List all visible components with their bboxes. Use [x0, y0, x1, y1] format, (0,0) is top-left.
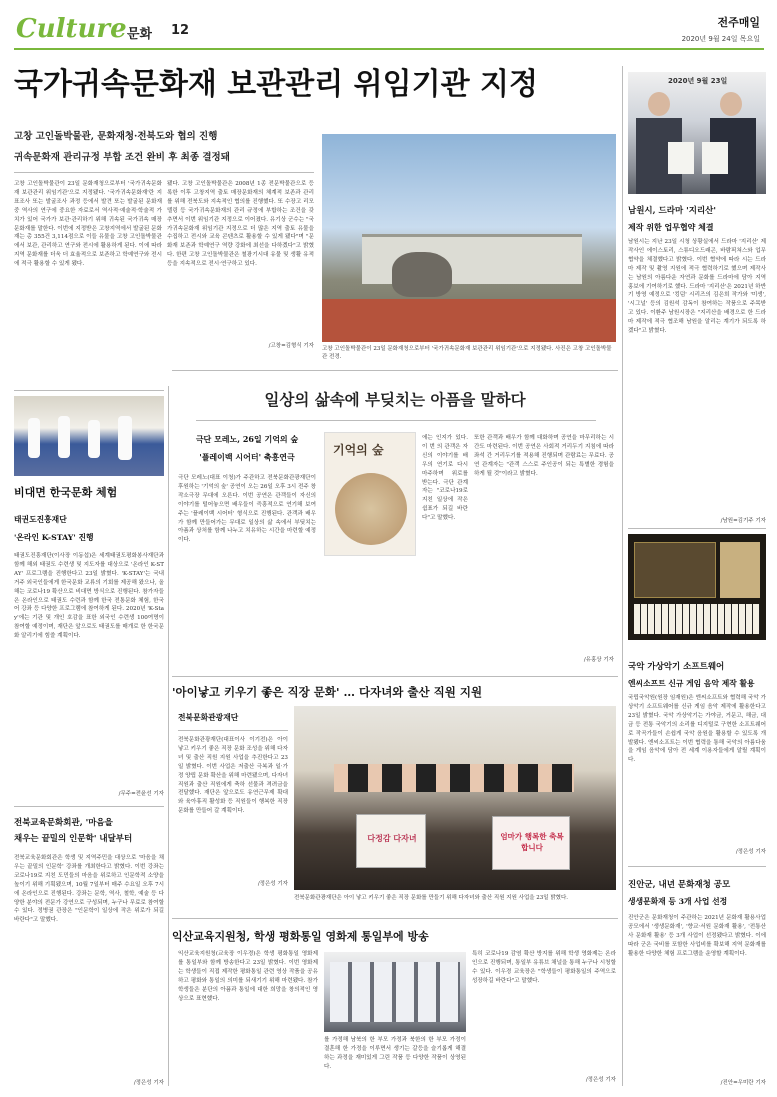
edu-culture-headline-2: 채우는 끝밀의 인문학' 내달부터 [14, 834, 133, 844]
paper-name: 전주매일 [717, 16, 760, 29]
left-rule-1 [14, 390, 164, 391]
iksan-body-col1: 익산교육지원청(교육장 이우경)은 학생 평화통일 영화제를 통일부와 함께 방송한다고 23일 밝혔다. 이번 영화제는 학생들이 직접 제작한 평화통일 관련 영상 작품을 공유하고 평화와 통일의 의미를 되새기기 위해 마련됐다. 참가 학생들은 분단의 아픔과 통일에 대한 희망을 창의적인 영상으로 표현했다. [178, 951, 318, 1002]
jinan-body: 진안군은 문화재청이 주관하는 2021년 문화재 활용사업 공모에서 '생생문화재', '향교·서원 문화재 활용', '전통산사 문화재 활용' 등 3개 사업이 선정됐다고 밝혔다. 이에 따라 군은 국비를 포함한 사업비를 확보해 지역 문화재를 활용한 다양한 체험 프로그램을 운영할 계획이다. [628, 915, 766, 957]
jinan-headline: 진안군, 내년 문화재청 공모 [628, 880, 731, 890]
edu-culture-body: 전북교육문화회관은 학생 및 지역주민을 대상으로 '마음을 채우는 끝밀의 인문학' 강좌를 개최한다고 밝혔다. 이번 강좌는 코로나19로 지친 도민들의 마음을 위로하고 인문학적 소양을 높이기 위해 기획됐으며, 10월 7일부터 매주 수요일 오후 7시에 온라인으로 진행된다. 강좌는 문학, 역사, 철학, 예술 등 다양한 분야의 전문가 강연으로 구성되며, 누구나 무료로 참여할 수 있다. 정병권 관장은 "인문학이 일상에 작은 위로가 되길 바란다"고 말했다. [14, 855, 164, 924]
taekwondo-byline: /무주=전윤선 기자 [118, 791, 164, 797]
taekwondo-body: 태권도진흥재단(이사장 이동섭)은 세계태권도평화봉사재단과 함께 해외 태권도 수련생 및 지도자를 대상으로 '온라인 K-STAY' 프로그램을 진행한다고 23일 밝혔다. 'K-STAY'는 국내 거주 외국인들에게 한국문화 교류의 기회를 제공해 왔으나, 올해는 코로나19 확산으로 비대면 방식으로 진행된다. 참가자들은 온라인으로 태권도 수련과 함께 한국 전통문화 체험, 한국어 강좌 등 다양한 프로그램에 참여하게 된다. 2020년 'K-Stay'에는 기관 및 개인 호감을 표한 외국인 수련생 100여명이 참여할 예정이며, 재단은 앞으로도 태권도를 매개로 한 한국문화 알리기에 힘쓸 계획이다. [14, 553, 164, 640]
edu-culture-headline-1: 전북교육문화회관, '마음을 [14, 818, 113, 828]
namwon-photo [628, 72, 766, 194]
right-rule-1 [628, 528, 766, 529]
lead-subheadline-1: 고창 고인돌박물관, 문화재청·전북도와 협의 진행 [14, 131, 218, 142]
theater-top-rule [172, 370, 618, 371]
page-number: 12 [171, 23, 190, 38]
theater-body-col1: 극단 모레노(대표 이청)가 주관하고 전북문화관광재단이 후원하는 '기억의 숲' 공연이 오는 26일 오후 3시 전주 창작소극장 무대에 오른다. 이번 공연은 관객들이 자신의 이야기를 털어놓으면 배우들이 즉흥적으로 연기해 보여주는 '플레이백 시어터' 형식으로 진행된다. 관객과 배우가 함께 만들어가는 무대로 일상의 삶 속에서 부딪치는 아픔과 상처를 함께 나누고 치유하는 시간을 마련할 예정이다. [178, 475, 316, 544]
namwon-headline: 남원시, 드라마 '지리산' [628, 206, 716, 216]
game-headline: 국악 가상악기 소프트웨어 [628, 662, 725, 672]
game-body: 국립국악원(원장 임재원)은 엔씨소프트와 협력해 국악 가상악기 소프트웨어를 신규 게임 음악 제작에 활용한다고 23일 밝혔다. 국악 가상악기는 가야금, 거문고, 해금, 대금 등 전통 국악기의 소리를 디지털로 구현한 소프트웨어로 작곡가들이 손쉽게 국악 음원을 활용할 수 있도록 개발됐다. 엔씨소프트는 이번 협력을 통해 국악의 아름다움을 게임 음악에 담아 전 세계 이용자들에게 알릴 계획이다. [628, 695, 766, 764]
left-rule-2 [14, 806, 164, 807]
namwon-byline: /남원=김기주 기자 [720, 518, 766, 524]
lead-subheadline-2: 귀속문화재 관리규정 부합 조건 완비 후 최종 결정돼 [14, 152, 230, 163]
taekwondo-subheadline-2: '온라인 K-STAY' 진행 [14, 533, 94, 542]
header-rule [14, 48, 764, 50]
lead-byline: /고창=김형식 기자 [268, 343, 314, 349]
virtual-instrument-photo [628, 534, 766, 640]
game-byline: /정은성 기자 [735, 849, 766, 855]
section-title-ko: 문화 [127, 27, 153, 42]
childcare-byline: /정은성 기자 [257, 881, 288, 887]
theater-body-col2: 에는 인지가 있다. 이 번 의 관객은 자신의 이야기를 배우의 연기로 다시 마주하며 위로를 받는다. 극단 관계자는 "코로나19로 지친 일상에 작은 쉼표가 되길 바란다"고 말했다. [422, 435, 468, 522]
theater-byline: /유홍상 기자 [583, 657, 614, 663]
childcare-sign-1: 다정감 다자녀 [367, 833, 417, 843]
namwon-subheadline: 제작 위한 업무협약 체결 [628, 222, 714, 232]
left-column-rule [168, 386, 169, 1086]
childcare-photo-caption: 전북문화관광재단은 아이 낳고 키우기 좋은 직장 문화를 만들기 위해 다자녀와 출산 직원 지원 사업을 23일 밝혔다. [294, 895, 569, 901]
edu-culture-byline: /정은성 기자 [133, 1080, 164, 1086]
right-column-rule [622, 66, 623, 1086]
iksan-byline: /정은성 기자 [585, 1077, 616, 1083]
taekwondo-headline: 비대면 한국문화 체험 [14, 486, 118, 499]
theater-body-col3: 또한 관객과 배우가 함께 대화하며 공연을 마무리하는 시간도 마련된다. 이번 공연은 사회적 거리두기 지침에 따라 좌석 간 거리두기를 적용해 진행되며 관람료는 무료다. 공연 관계자는 "관객 스스로 주인공이 되는 특별한 경험을 하게 될 것"이라고 밝혔다. [474, 435, 614, 477]
childcare-body: 전북문화관광재단(대표이사 이기전)은 아이 낳고 키우기 좋은 직장 문화 조성을 위해 다자녀 및 출산 직원 지원 사업을 추진한다고 23일 밝혔다. 이번 사업은 저출산 극복과 일·가정 양립 문화 확산을 위해 마련됐으며, 다자녀 직원과 출산 직원에게 축하 선물과 격려금을 전달했다. 재단은 앞으로도 유연근무제 확대와 육아휴직 활성화 등 직원들이 행복한 직장 문화를 만들어 갈 계획이다. [178, 737, 288, 815]
lead-photo-caption: 고창 고인돌박물관이 23일 문화재청으로부터 '국가귀속문화재 보관관리 위임기관'으로 지정됐다. 사진은 고창 고인돌박물관 전경. [322, 346, 612, 360]
theater-bottom-rule [172, 676, 618, 677]
childcare-sign-2: 엄마가 행복한 축복합니다 [500, 832, 564, 852]
game-subheadline: 엔씨소프트 신규 게임 음악 제작 활용 [628, 679, 755, 688]
theater-banner-rule [196, 420, 596, 421]
theater-subheadline-2: '플레이백 시어터' 축흥연극 [199, 452, 295, 462]
iksan-body-col3: 특히 코로나19 감염 확산 방지를 위해 학생 영화제는 온라인으로 진행되며, 통일부 유튜브 채널을 통해 누구나 시청할 수 있다. 이우경 교육장은 "학생들이 평화통일의 주역으로 성장하길 바란다"고 말했다. [472, 951, 616, 984]
childcare-bottom-rule [172, 918, 618, 919]
theater-banner: 일상의 삶속에 부딪치는 아픔을 말하다 [264, 390, 526, 409]
lead-body-col1: 고창 고인돌박물관이 23일 문화재청으로부터 '국가귀속문화재 보관관리 위임기관'으로 지정됐다. '국가귀속문화재'란 지표조사 또는 발굴조사 과정 등에서 발견 또는 발굴된 문화재 중 역사의 연구에 중요한 자료로서 역사적·예술적·학술적 가치가 있어 국가가 보관·관리하기 위해 귀속된 국가귀속 매장문화재를 말한다. 이번에 지정받은 고창지역에서 발굴된 문화재는 총 355건 3,114점으로 이들 유물을 고창 고인돌박물관에서 보관, 관리하고 연구와 전시에 활용하게 된다. 이에 따라 지역 문화재를 더욱 더 효율적으로 보존하고 학예연구와 전시에 적극 활용할 수 있게 됐다. [14, 181, 162, 268]
section-title-en: Culture [16, 14, 127, 44]
lead-body-col2: 됐다. 고창 고인돌박물관은 2008년 1종 전문박물관으로 등록한 이후 고창지역 출토 매장문화재의 체계적 보존과 관리를 위해 전북도와 지속적인 협의를 진행했다. 또 수장고 리모델링 등 국가귀속문화재의 관리 규정에 부합하는 조건을 갖추면서 이번 위임기관 지정으로 이어졌다. 유기상 군수는 "국가귀속문화재 위임기관 지정으로 더 많은 지역 출토 유물을 수집하고 전시와 교육 콘텐츠로 활용할 수 있게 됐다"며 "문화재 보존과 학예연구 역량 강화에 최선을 다하겠다"고 밝혔다. 한편 고창 고인돌박물관은 철광기시대 유물 및 생활 유적 등을 지속적으로 전시·연구하고 있다. [167, 181, 314, 268]
museum-photo [322, 134, 616, 342]
iksan-body-col2: 를 가정해 남북의 한 부모 가정과 북한의 한 부모 가정이 결혼해 한 가정을 이루면서 생기는 갈등을 슬기롭게 해결하는 과정을 재미있게 그린 작품 등 다양한 작품이 상영된다. [324, 1037, 466, 1070]
jinan-byline: /진안=우미란 기자 [720, 1080, 766, 1086]
lead-headline: 국가귀속문화재 보관관리 위임기관 지정 [14, 67, 538, 102]
childcare-headline: '아이낳고 키우기 좋은 직장 문화' … 다자녀와 출산 직원 지원 [172, 685, 483, 699]
namwon-body: 남원시는 지난 23일 시청 상황실에서 드라마 '지리산' 제작사인 에이스토리, 스튜디오드래곤, 바람픽쳐스와 업무협약을 체결했다고 밝혔다. 이번 협약에 따라 시는 드라마 제작 및 촬영 지원에 적극 협력하기로 했으며 제작사는 남원의 아름다운 자연과 문화를 드라마에 담아 지역 홍보에 기여하기로 했다. 드라마 '지리산'은 2021년 하반기 방영 예정으로 '킹덤' 시리즈의 김은희 작가와 '미생', '시그널' 등의 김원석 감독이 참여하는 작품으로 주목받고 있다. 이환주 남원시장은 "지리산을 배경으로 한 드라마 제작에 적극 협조해 남원을 알리는 계기가 되도록 하겠다"고 밝혔다. [628, 239, 766, 335]
issue-date: 2020년 9월 24일 목요일 [681, 35, 760, 43]
lead-sub-rule [14, 172, 314, 173]
iksan-headline: 익산교육지원청, 학생 평화통일 영화제 통일부에 방송 [172, 930, 429, 943]
childcare-sub-rule [178, 730, 288, 731]
iksan-photo [324, 952, 466, 1032]
childcare-subheadline: 전북문화관광재단 [178, 713, 239, 722]
masthead [14, 12, 764, 46]
theater-poster [324, 432, 416, 556]
namwon-photo-label: 2020년 9월 23일 [668, 77, 728, 85]
childcare-photo [294, 706, 616, 890]
right-rule-2 [628, 866, 766, 867]
taekwondo-photo [14, 396, 164, 476]
theater-subheadline-1: 극단 모레노, 26일 기억의 숲 [195, 434, 299, 444]
taekwondo-subheadline-1: 태권도진흥재단 [14, 515, 67, 524]
jinan-subheadline: 생생문화재 등 3개 사업 선정 [628, 897, 728, 906]
poster-title: 기억의 숲 [333, 443, 384, 457]
